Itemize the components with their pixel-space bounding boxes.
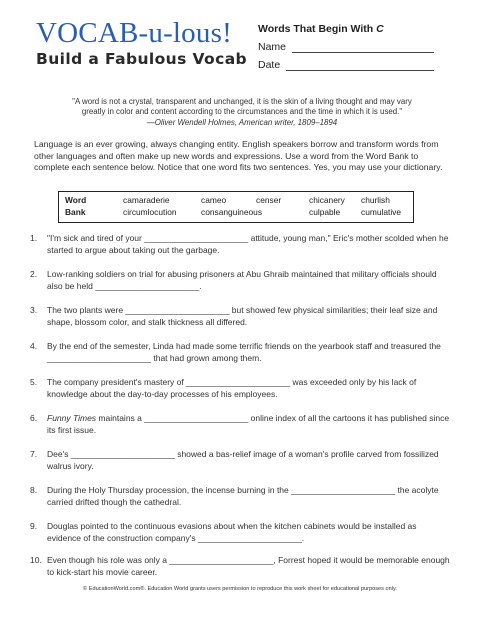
word-bank-word: censer <box>256 195 282 205</box>
worksheet-title-letter: C <box>376 23 384 35</box>
item-text: The two plants were ______________________ but showed few physical similarities; their leaf size and shape, blossom color, and stalk thickness all differed. <box>47 305 438 328</box>
item-number: 8. <box>30 485 38 495</box>
item-text: The company president's mastery of ______________________ was exceeded only by his lack of knowledge about the day-to-day processes of his employees. <box>47 377 417 400</box>
worksheet-header <box>258 23 448 71</box>
date-line[interactable] <box>286 60 434 71</box>
date-field[interactable] <box>258 59 448 71</box>
item-number: 1. <box>30 233 38 243</box>
publication-title: Funny Times <box>47 413 97 423</box>
word-bank-word: consanguineous <box>201 206 263 217</box>
worksheet-title <box>258 23 448 35</box>
item-text: Low-ranking soldiers on trial for abusing prisoners at Abu Ghraib maintained that military officials should also be held ______________________. <box>47 269 437 292</box>
word-bank-word: churlish <box>361 195 390 205</box>
word-bank-label <box>65 195 86 218</box>
word-bank-word: culpable <box>309 206 341 217</box>
quote-attribution: —Oliver Wendell Holmes, American writer, 1809–1894 <box>146 117 338 127</box>
word-bank-label-line2: Bank <box>65 206 86 217</box>
copyright-footer: © EducationWorld.com®. Education World grants users permission to reproduce this work sheet for educational purposes only. <box>83 586 397 592</box>
name-line[interactable] <box>292 42 434 53</box>
item-number: 4. <box>30 341 38 351</box>
date-label: Date <box>258 59 281 71</box>
word-bank <box>58 191 414 223</box>
word-bank-word: cameo <box>201 195 227 205</box>
item-number: 6. <box>30 413 38 423</box>
name-label: Name <box>258 41 287 53</box>
item-text: "I'm sick and tired of your ______________________ attitude, young man," Eric's mother scolded when he started to argue about taking out the garbage. <box>47 233 449 256</box>
item-text: Even though his role was only a ______________________, Forrest hoped it would be memorable enough to kick-start his movie career. <box>47 555 450 578</box>
item-number: 3. <box>30 305 38 315</box>
item-text: During the Holy Thursday procession, the incense burning in the ______________________ the acolyte carried drifted though the cathedral. <box>47 485 439 508</box>
item-text: Dee's ______________________ showed a bas-relief image of a woman's profile carved from fossilized walrus ivory. <box>47 449 439 472</box>
word-bank-word: chicanery <box>309 195 345 205</box>
quote-block <box>66 97 418 128</box>
quote-text: "A word is not a crystal, transparent and unchanged, it is the skin of a living thought and may vary greatly in color and content according to the circumstances and the time in which it is used." <box>72 97 412 117</box>
item-number: 2. <box>30 269 38 279</box>
logo-title: VOCAB-u-lous! <box>36 17 232 49</box>
item-number: 5. <box>30 377 38 387</box>
word-bank-label-line1: Word <box>65 195 87 205</box>
item-number: 7. <box>30 449 38 459</box>
item-text <box>47 412 452 436</box>
item-number: 10. <box>30 555 42 565</box>
worksheet-title-prefix: Words That Begin With <box>258 23 377 35</box>
word-bank-word: camaraderie <box>123 195 170 205</box>
logo-subtitle: Build a Fabulous Vocab <box>36 50 248 68</box>
word-bank-word: circumlocution <box>123 206 177 217</box>
vocabulous-logo <box>36 18 246 68</box>
word-bank-word: cumulative <box>361 206 402 217</box>
item-text-rest: maintains a ______________________ online index of all the cartoons it has published since its first issue. <box>47 413 450 436</box>
name-field[interactable] <box>258 41 448 53</box>
item-text: By the end of the semester, Linda had made some terrific friends on the yearbook staff and treasured the ______________________ that had grown among them. <box>47 341 441 364</box>
instructions: Language is an ever growing, always changing entity. English speakers borrow and transform words from other languages and often make up new words and expressions. Use a word from the Word Bank to complete each sentence below. Notice that one word fits two sentences. Yes, you may use your dictionary. <box>34 139 443 173</box>
item-number: 9. <box>30 521 38 531</box>
item-text: Douglas pointed to the continuous evasions about when the kitchen cabinets would be installed as evidence of the construction company's ______________________. <box>47 521 417 544</box>
